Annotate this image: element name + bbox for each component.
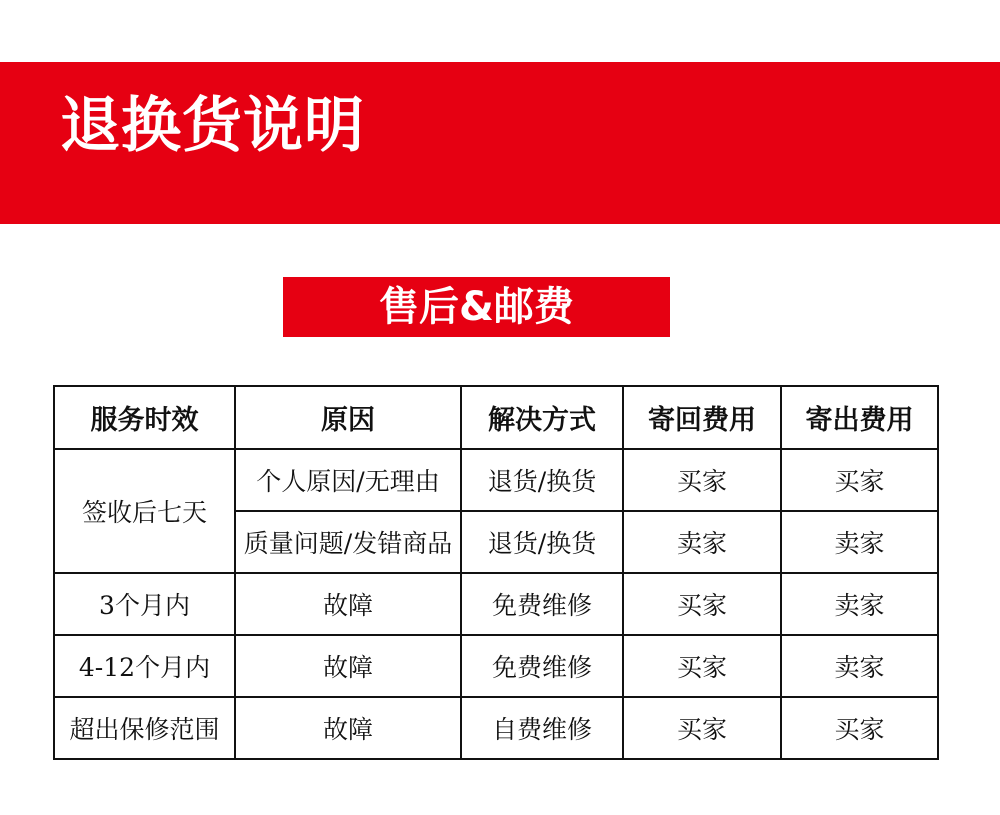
table-header-row	[54, 386, 938, 449]
header-send-fee: 寄出费用	[781, 386, 938, 449]
solution-cell: 自费维修	[461, 697, 623, 759]
table-row	[54, 573, 938, 635]
reason-cell: 故障	[235, 573, 461, 635]
period-cell: 签收后七天	[54, 449, 235, 573]
header-solution: 解决方式	[461, 386, 623, 449]
solution-cell: 免费维修	[461, 573, 623, 635]
header-return-fee: 寄回费用	[623, 386, 781, 449]
table-row	[54, 697, 938, 759]
header-period: 服务时效	[54, 386, 235, 449]
send-fee-cell: 卖家	[781, 573, 938, 635]
return-fee-cell: 买家	[623, 573, 781, 635]
reason-cell: 故障	[235, 635, 461, 697]
return-fee-cell: 买家	[623, 449, 781, 511]
send-fee-cell: 买家	[781, 449, 938, 511]
reason-cell: 故障	[235, 697, 461, 759]
period-cell: 3个月内	[54, 573, 235, 635]
section-title-box	[283, 277, 670, 337]
period-cell: 4-12个月内	[54, 635, 235, 697]
return-fee-cell: 买家	[623, 697, 781, 759]
return-fee-cell: 买家	[623, 635, 781, 697]
page-title: 退换货说明	[60, 91, 365, 161]
solution-cell: 免费维修	[461, 635, 623, 697]
solution-cell: 退货/换货	[461, 449, 623, 511]
after-sales-table	[53, 385, 939, 760]
period-cell: 超出保修范围	[54, 697, 235, 759]
section-title: 售后&邮费	[379, 284, 574, 330]
reason-cell: 质量问题/发错商品	[235, 511, 461, 573]
send-fee-cell: 卖家	[781, 511, 938, 573]
return-fee-cell: 卖家	[623, 511, 781, 573]
send-fee-cell: 卖家	[781, 635, 938, 697]
header-banner	[0, 62, 1000, 224]
solution-cell: 退货/换货	[461, 511, 623, 573]
table-row	[54, 635, 938, 697]
header-reason: 原因	[235, 386, 461, 449]
send-fee-cell: 买家	[781, 697, 938, 759]
reason-cell: 个人原因/无理由	[235, 449, 461, 511]
table-row	[54, 449, 938, 511]
